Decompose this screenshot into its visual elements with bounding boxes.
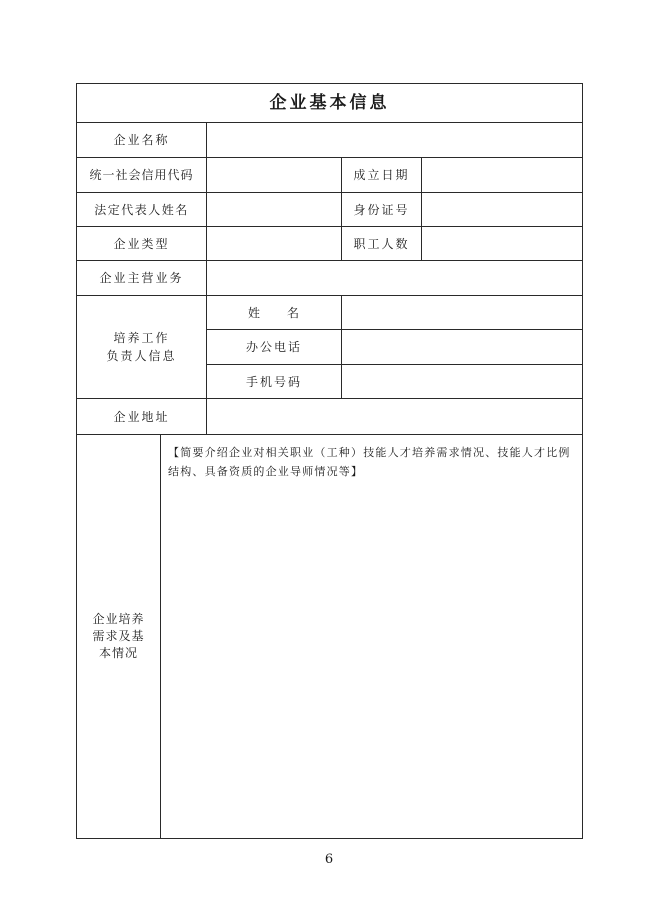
training-contact-label: 培养工作 负责人信息 [106, 331, 177, 363]
table-border-right [582, 83, 583, 839]
company-address-label: 企业地址 [113, 409, 170, 424]
company-name-label: 企业名称 [113, 133, 170, 147]
contact-name-label: 姓 名 [247, 305, 300, 320]
table-col-divider [341, 295, 342, 398]
established-date-label: 成立日期 [353, 168, 410, 182]
table-col-divider [421, 157, 422, 260]
form-title: 企业基本信息 [269, 93, 390, 113]
table-col-divider [160, 434, 161, 838]
table-border-bottom [76, 838, 583, 839]
training-needs-label-cell [77, 435, 160, 838]
legal-rep-name-label: 法定代表人姓名 [94, 202, 189, 217]
credit-code-label: 统一社会信用代码 [89, 168, 194, 182]
mobile-phone-label: 手机号码 [245, 374, 302, 389]
office-phone-label: 办公电话 [245, 340, 302, 354]
training-needs-label: 企业培养需求及基本情况 [92, 612, 145, 660]
company-type-label: 企业类型 [113, 236, 170, 251]
employee-count-label: 职工人数 [353, 236, 410, 251]
training-needs-note: 【简要介绍企业对相关职业（工种）技能人才培养需求情况、技能人才比例结构、具备资质的企业导师情况等】 [168, 446, 571, 478]
id-number-label: 身份证号 [353, 202, 410, 217]
page-number: 6 [324, 852, 334, 867]
main-business-label: 企业主营业务 [99, 271, 184, 285]
